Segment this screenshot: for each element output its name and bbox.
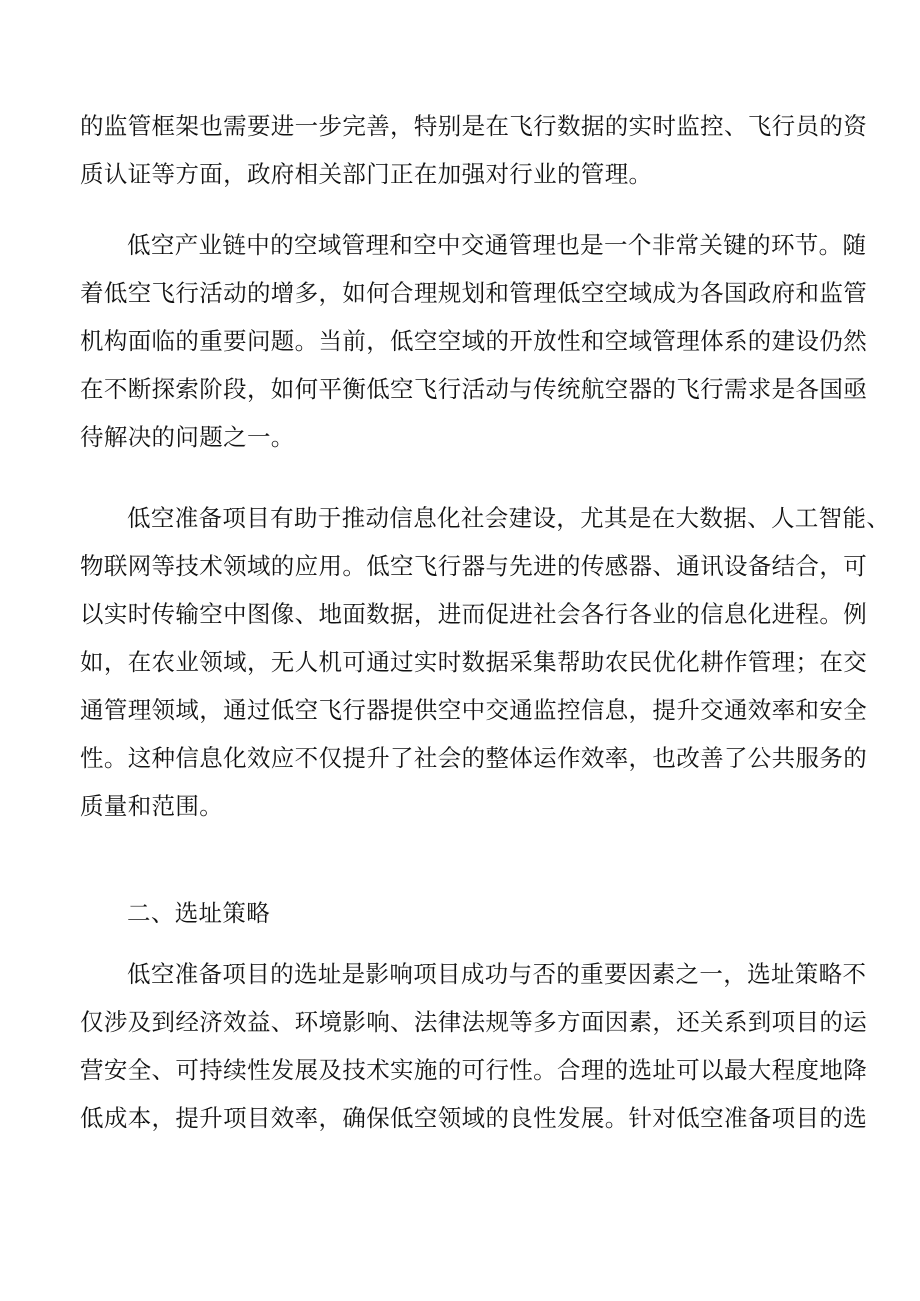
paragraph-line: 通管理领域，通过低空飞行器提供空中交通监控信息，提升交通效率和安全 (80, 696, 868, 724)
paragraph-regulatory-framework (80, 102, 868, 198)
paragraph-airspace-management (80, 221, 868, 461)
paragraph-line: 待解决的问题之一。 (80, 423, 295, 451)
paragraph-line: 机构面临的重要问题。当前，低空空域的开放性和空域管理体系的建设仍然 (80, 327, 868, 355)
section-heading-text: 二、选址策略 (127, 899, 271, 927)
paragraph-line: 的监管框架也需要进一步完善，特别是在飞行数据的实时监控、飞行员的资 (80, 112, 868, 140)
paragraph-line: 以实时传输空中图像、地面数据，进而促进社会各行各业的信息化进程。例 (80, 600, 868, 628)
paragraph-informatization (80, 494, 891, 830)
paragraph-line: 如，在农业领域，无人机可通过实时数据采集帮助农民优化耕作管理；在交 (80, 648, 868, 676)
paragraph-line: 在不断探索阶段，如何平衡低空飞行活动与传统航空器的飞行需求是各国亟 (80, 375, 868, 403)
paragraph-line: 性。这种信息化效应不仅提升了社会的整体运作效率，也改善了公共服务的 (80, 744, 868, 772)
paragraph-line: 低空准备项目的选址是影响项目成功与否的重要因素之一，选址策略不 (127, 960, 867, 988)
paragraph-line: 着低空飞行活动的增多，如何合理规划和管理低空空域成为各国政府和监管 (80, 279, 868, 307)
paragraph-line: 质认证等方面，政府相关部门正在加强对行业的管理。 (80, 160, 653, 188)
paragraph-line: 仅涉及到经济效益、环境影响、法律法规等多方面因素，还关系到项目的运 (80, 1008, 868, 1036)
section-heading (80, 889, 842, 937)
paragraph-line: 质量和范围。 (80, 792, 224, 820)
paragraph-line: 物联网等技术领域的应用。低空飞行器与先进的传感器、通讯设备结合，可 (80, 552, 868, 580)
paragraph-site-selection (80, 950, 868, 1142)
paragraph-line: 低成本，提升项目效率，确保低空领域的良性发展。针对低空准备项目的选 (80, 1104, 868, 1132)
paragraph-line: 低空产业链中的空域管理和空中交通管理也是一个非常关键的环节。随 (127, 231, 867, 259)
paragraph-line: 低空准备项目有助于推动信息化社会建设，尤其是在大数据、人工智能、 (127, 504, 891, 532)
paragraph-line: 营安全、可持续性发展及技术实施的可行性。合理的选址可以最大程度地降 (80, 1056, 868, 1084)
